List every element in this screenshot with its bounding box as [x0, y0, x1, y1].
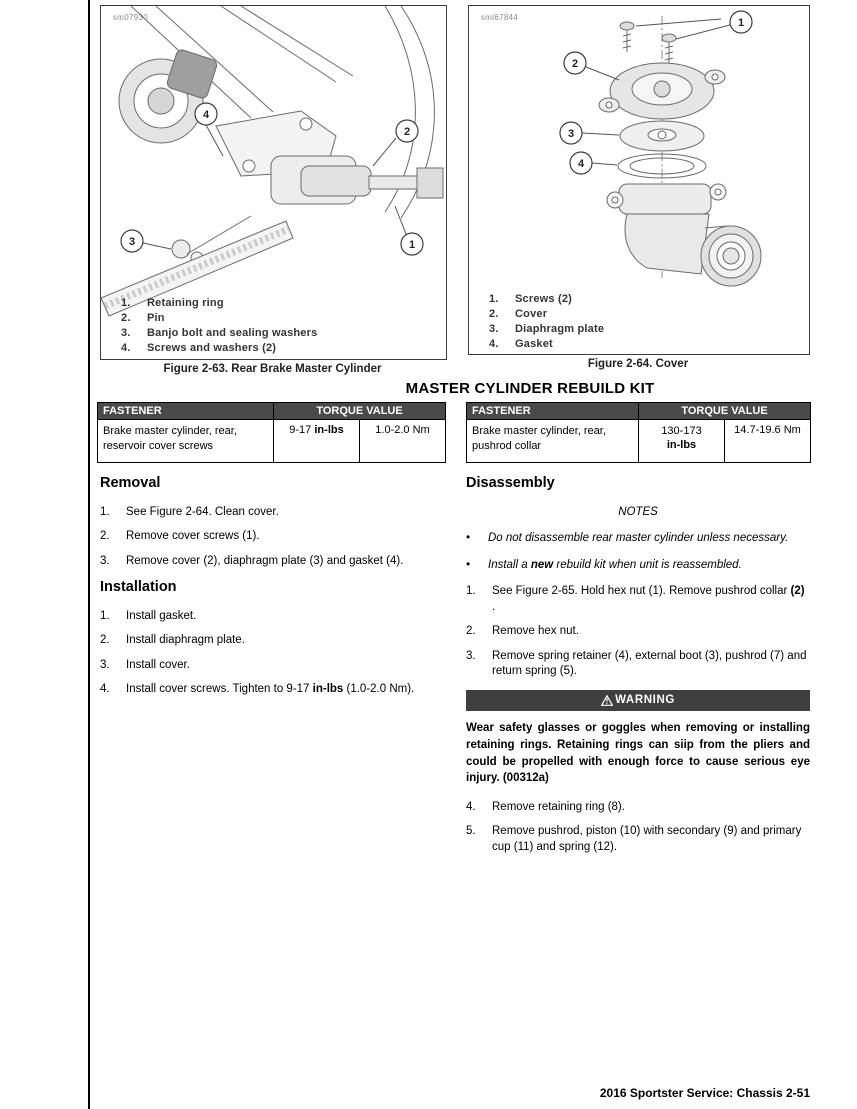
figure-2-64-legend: [489, 292, 604, 352]
warning-triangle-icon: [601, 695, 613, 706]
left-margin-rule: [88, 0, 90, 1109]
step-text: See Figure 2-64. Clean cover.: [126, 505, 279, 518]
step-text-part: .: [492, 600, 496, 613]
step-number: 2.: [100, 634, 110, 647]
installation-step: [100, 658, 446, 674]
fastener-column-header: FASTENER: [98, 403, 274, 420]
note-text: Do not disassemble rear master cylinder unless necessary.: [488, 532, 789, 545]
torque-column-header: TORQUE VALUE: [639, 403, 811, 420]
callout-2-number: 2: [571, 58, 579, 70]
fastener-table-left: [97, 402, 446, 463]
callout-1-number: 1: [408, 239, 416, 251]
step-number: 4.: [466, 800, 476, 813]
legend-label: Cover: [515, 308, 548, 320]
step-text: Install gasket.: [126, 609, 197, 622]
disassembly-step: [466, 584, 810, 615]
step-number: 3.: [100, 658, 110, 671]
removal-step: [100, 505, 446, 521]
step-number: 5.: [466, 825, 476, 838]
notes-label: NOTES: [618, 505, 658, 518]
fastener-cell: Brake master cylinder, rear, reservoir cover screws: [98, 420, 274, 463]
step-text-part: See Figure 2-65. Hold hex nut (1). Remove pushrod collar: [492, 585, 791, 598]
step-text: Install diaphragm plate.: [126, 634, 245, 647]
legend-num: 3.: [121, 327, 131, 339]
table-row: [467, 420, 811, 463]
note-text: [488, 558, 742, 574]
torque-unit: in-lbs: [666, 439, 697, 452]
step-text-bold: (2): [790, 585, 805, 598]
step-number: 4.: [100, 683, 110, 696]
legend-item: [121, 341, 317, 356]
disassembly-step: [466, 800, 810, 816]
legend-num: 2.: [121, 312, 131, 324]
legend-num: 3.: [489, 323, 499, 335]
removal-step: [100, 554, 446, 570]
torque-inlbs-cell: [639, 420, 725, 463]
installation-step: [100, 682, 446, 698]
right-column: [466, 470, 810, 864]
bullet: •: [466, 558, 471, 571]
callout-4-number: 4: [202, 109, 210, 121]
legend-num: 4.: [121, 342, 131, 354]
bullet: •: [466, 532, 471, 545]
step-text: Remove cover (2), diaphragm plate (3) and gasket (4).: [126, 554, 404, 567]
note-text-part: rebuild kit when unit is reassembled.: [553, 558, 742, 571]
disassembly-step: [466, 824, 810, 855]
table-header-row: [98, 403, 446, 420]
fastener-table-right: [466, 402, 811, 463]
torque-metric-cell: 14.7-19.6 Nm: [725, 420, 811, 463]
step-number: 1.: [466, 585, 476, 598]
torque-unit: in-lbs: [314, 424, 344, 436]
legend-label: Diaphragm plate: [515, 323, 605, 335]
table-header-row: [467, 403, 811, 420]
step-text: [492, 584, 810, 615]
legend-num: 1.: [489, 293, 499, 305]
step-text: Remove pushrod, piston (10) with secondary (9) and primary cup (11) and spring (12).: [492, 825, 802, 853]
figure-2-64-caption: Figure 2-64. Cover: [587, 358, 689, 370]
callout-3-number: 3: [128, 236, 136, 248]
page-footer: 2016 Sportster Service: Chassis 2-51: [599, 1086, 810, 1100]
torque-metric-cell: 1.0-2.0 Nm: [360, 420, 446, 463]
master-cylinder-body: [607, 184, 761, 286]
step-number: 3.: [466, 649, 476, 662]
torque-column-header: TORQUE VALUE: [274, 403, 446, 420]
step-text-bold: in-lbs: [312, 683, 344, 696]
disassembly-step: [466, 649, 810, 680]
step-number: 3.: [100, 554, 110, 567]
legend-label: Screws (2): [515, 293, 573, 305]
left-column: [100, 470, 446, 707]
legend-num: 4.: [489, 338, 499, 350]
legend-label: Pin: [147, 312, 165, 324]
warning-text: Wear safety glasses or goggles when removing or installing retaining rings. Retaining rings can siip from the pliers and could be propelled with enough force to cause serious eye injury. (00312a): [466, 722, 810, 785]
screws: [620, 22, 676, 64]
step-number: 2.: [100, 530, 110, 543]
note-text-bold: new: [530, 558, 554, 571]
note-item: [466, 531, 810, 547]
legend-item: [121, 296, 317, 311]
disassembly-heading: Disassembly: [466, 475, 555, 491]
step-number: 1.: [100, 609, 110, 622]
legend-label: Gasket: [515, 338, 553, 350]
legend-label: Banjo bolt and sealing washers: [147, 327, 318, 339]
figure-2-63-legend: [121, 296, 317, 356]
step-text-part: Install cover screws. Tighten to 9-17: [126, 683, 313, 696]
step-text: Remove cover screws (1).: [126, 530, 260, 543]
disassembly-step: [466, 624, 810, 640]
legend-num: 1.: [121, 297, 131, 309]
diaphragm-plate-part: [620, 121, 704, 151]
step-number: 1.: [100, 505, 110, 518]
note-item: [466, 558, 810, 574]
legend-item: [121, 326, 317, 341]
legend-item: [489, 337, 604, 352]
installation-heading: Installation: [100, 579, 177, 596]
step-text: Remove hex nut.: [492, 625, 579, 638]
figure-2-63: [100, 5, 447, 360]
legend-label: Retaining ring: [147, 297, 224, 309]
table-row: [98, 420, 446, 463]
step-text-part: (1.0-2.0 Nm).: [343, 683, 415, 696]
callout-3-number: 3: [567, 128, 575, 140]
torque-inlbs-cell: [274, 420, 360, 463]
fastener-cell: Brake master cylinder, rear, pushrod collar: [467, 420, 639, 463]
legend-num: 2.: [489, 308, 499, 320]
legend-item: [489, 322, 604, 337]
cover-part: [599, 63, 725, 119]
removal-heading: Removal: [100, 475, 161, 491]
step-text: Remove spring retainer (4), external boot (3), pushrod (7) and return spring (5).: [492, 649, 807, 678]
installation-step: [100, 609, 446, 625]
step-number: 2.: [466, 625, 476, 638]
legend-item: [121, 311, 317, 326]
step-text: Remove retaining ring (8).: [492, 800, 625, 813]
note-text-part: Install a: [488, 558, 531, 571]
warning-label: WARNING: [615, 693, 675, 706]
callout-1-number: 1: [737, 17, 745, 29]
installation-step: [100, 633, 446, 649]
warning-banner: [466, 690, 810, 712]
figure-2-63-caption: Figure 2-63. Rear Brake Master Cylinder: [163, 363, 382, 375]
callout-4-number: 4: [577, 158, 585, 170]
step-text: Install cover.: [126, 658, 190, 671]
figure-code: sm07930: [113, 13, 149, 22]
torque-value: 130-173: [661, 425, 702, 437]
figure-code: sml67844: [481, 13, 519, 22]
legend-item: [489, 292, 604, 307]
callout-2-number: 2: [403, 126, 411, 138]
legend-label: Screws and washers (2): [147, 342, 277, 354]
removal-step: [100, 529, 446, 545]
legend-item: [489, 307, 604, 322]
step-text: [126, 682, 446, 698]
figure-2-64: [468, 5, 810, 355]
torque-value: 9-17: [289, 424, 312, 436]
page-title: MASTER CYLINDER REBUILD KIT: [405, 380, 655, 397]
fastener-column-header: FASTENER: [467, 403, 639, 420]
